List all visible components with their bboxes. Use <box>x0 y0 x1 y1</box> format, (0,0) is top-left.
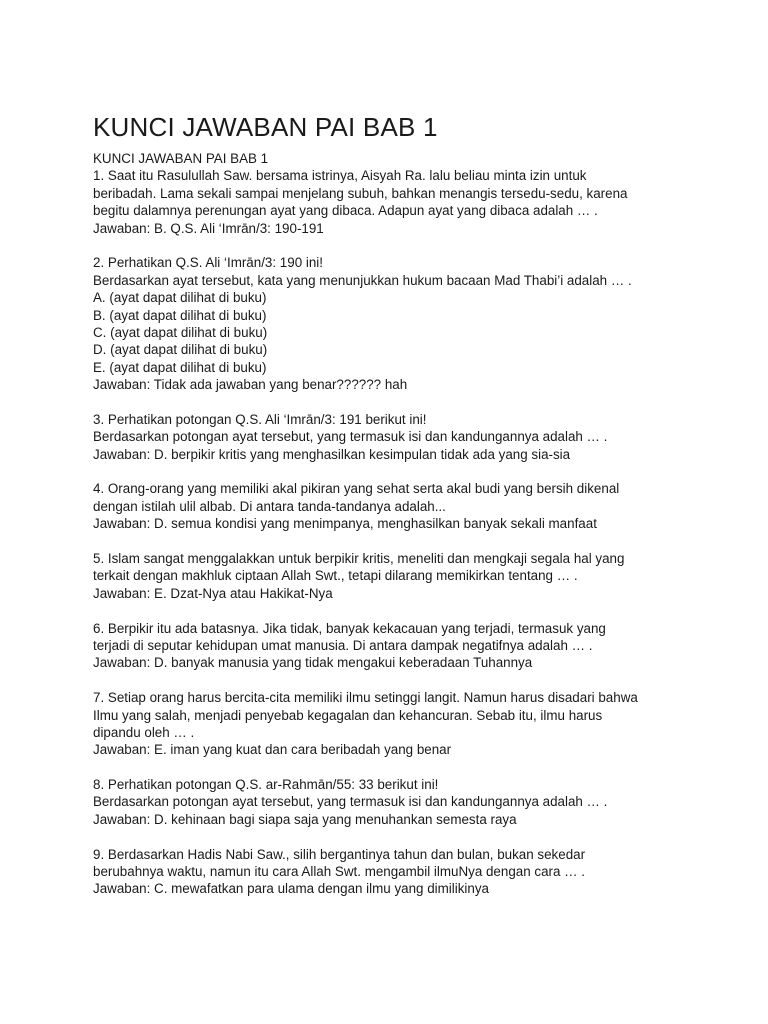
question-1-line: 1. Saat itu Rasulullah Saw. bersama istrinya, Aisyah Ra. lalu beliau minta izin untuk <box>93 168 587 184</box>
question-6-line: terjadi di seputar kehidupan umat manusia. Di antara dampak negatifnya adalah … . <box>93 637 593 653</box>
document-body <box>93 150 693 898</box>
question-3-line: 3. Perhatikan potongan Q.S. Ali ‘Imrān/3: 191 berikut ini! <box>93 411 427 427</box>
question-9-answer: Jawaban: C. mewafatkan para ulama dengan ilmu yang dimilikinya <box>93 881 489 897</box>
question-4 <box>93 480 693 532</box>
question-3-line: Berdasarkan potongan ayat tersebut, yang termasuk isi dan kandungannya adalah … . <box>93 429 608 445</box>
question-1 <box>93 167 693 237</box>
question-2-option: A. (ayat dapat dilihat di buku) <box>93 290 267 306</box>
question-5 <box>93 550 693 602</box>
question-2-line: 2. Perhatikan Q.S. Ali ‘Imrān/3: 190 ini! <box>93 255 323 271</box>
question-6-answer: Jawaban: D. banyak manusia yang tidak mengakui keberadaan Tuhannya <box>93 655 533 671</box>
question-2-line: Berdasarkan ayat tersebut, kata yang menunjukkan hukum bacaan Mad Thabi’i adalah … . <box>93 272 632 288</box>
question-3-answer: Jawaban: D. berpikir kritis yang menghasilkan kesimpulan tidak ada yang sia-sia <box>93 446 571 462</box>
paragraph-spacer <box>93 463 693 480</box>
paragraph-spacer <box>93 237 693 254</box>
question-1-line: beribadah. Lama sekali sampai menjelang subuh, bahkan menangis tersedu-sedu, karena <box>93 185 628 201</box>
question-6 <box>93 620 693 672</box>
question-5-line: terkait dengan makhluk ciptaan Allah Swt., tetapi dilarang memikirkan tentang … . <box>93 568 578 584</box>
paragraph-spacer <box>93 759 693 776</box>
question-2-option: C. (ayat dapat dilihat di buku) <box>93 324 268 340</box>
question-9-line: 9. Berdasarkan Hadis Nabi Saw., silih bergantinya tahun dan bulan, bukan sekedar <box>93 846 586 862</box>
question-8-answer: Jawaban: D. kehinaan bagi siapa saja yang menuhankan semesta raya <box>93 811 517 827</box>
question-4-line: dengan istilah ulil albab. Di antara tanda-tandanya adalah... <box>93 498 446 514</box>
question-5-answer: Jawaban: E. Dzat-Nya atau Hakikat-Nya <box>93 585 333 601</box>
question-8 <box>93 776 693 828</box>
question-8-line: Berdasarkan potongan ayat tersebut, yang termasuk isi dan kandungannya adalah … . <box>93 794 608 810</box>
question-7-line: 7. Setiap orang harus bercita-cita memiliki ilmu setinggi langit. Namun harus disadari bahwa <box>93 690 638 706</box>
question-7-line: Ilmu yang salah, menjadi penyebab kegagalan dan kehancuran. Sebab itu, ilmu harus <box>93 707 603 723</box>
question-2-option: E. (ayat dapat dilihat di buku) <box>93 359 267 375</box>
question-7-answer: Jawaban: E. iman yang kuat dan cara beribadah yang benar <box>93 742 452 758</box>
paragraph-spacer <box>93 393 693 410</box>
question-7-line: dipandu oleh … . <box>93 724 195 740</box>
question-2-option: D. (ayat dapat dilihat di buku) <box>93 342 268 358</box>
paragraph-spacer <box>93 533 693 550</box>
question-2 <box>93 254 693 393</box>
question-9 <box>93 846 693 898</box>
question-4-line: 4. Orang-orang yang memiliki akal pikiran yang sehat serta akal budi yang bersih dikenal <box>93 481 620 497</box>
question-9-line: berubahnya waktu, namun itu cara Allah Swt. mengambil ilmuNya dengan cara … . <box>93 864 585 880</box>
paragraph-spacer <box>93 672 693 689</box>
page-title: KUNCI JAWABAN PAI BAB 1 <box>93 112 438 142</box>
paragraph-spacer <box>93 828 693 845</box>
question-7 <box>93 689 693 759</box>
question-5-line: 5. Islam sangat menggalakkan untuk berpikir kritis, meneliti dan mengkaji segala hal yang <box>93 550 625 566</box>
paragraph-spacer <box>93 602 693 619</box>
question-2-option: B. (ayat dapat dilihat di buku) <box>93 307 267 323</box>
question-6-line: 6. Berpikir itu ada batasnya. Jika tidak, banyak kekacauan yang terjadi, termasuk yang <box>93 620 606 636</box>
question-8-line: 8. Perhatikan potongan Q.S. ar-Rahmān/55: 33 berikut ini! <box>93 777 439 793</box>
question-4-answer: Jawaban: D. semua kondisi yang menimpanya, menghasilkan banyak sekali manfaat <box>93 516 597 532</box>
question-3 <box>93 411 693 463</box>
question-1-line: begitu dalamnya perenungan ayat yang dibaca. Adapun ayat yang dibaca adalah … . <box>93 203 598 219</box>
question-1-answer: Jawaban: B. Q.S. Ali ‘Imrān/3: 190-191 <box>93 220 324 236</box>
question-2-answer: Jawaban: Tidak ada jawaban yang benar?????? hah <box>93 377 408 393</box>
document-subtitle: KUNCI JAWABAN PAI BAB 1 <box>93 151 269 166</box>
